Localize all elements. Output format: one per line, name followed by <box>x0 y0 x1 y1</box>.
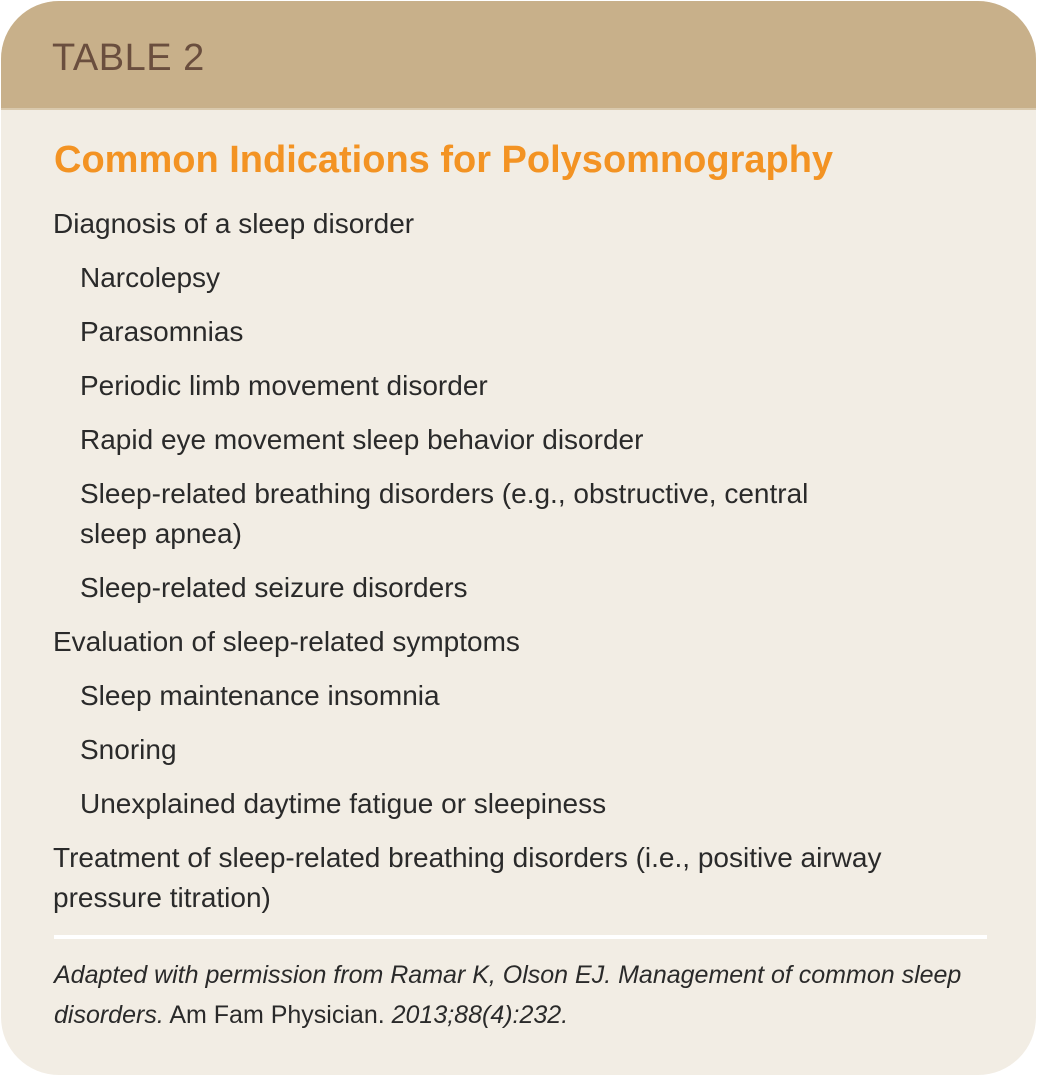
footnote-reference: 2013;88(4):232. <box>391 1001 569 1029</box>
list-subitem: Unexplained daytime fatigue or sleepiness <box>80 788 607 819</box>
table-header-band <box>1 1 1036 110</box>
divider <box>54 935 987 939</box>
table-title: Common Indications for Polysomnography <box>54 139 834 181</box>
list-subitem: Rapid eye movement sleep behavior disorder <box>80 424 644 455</box>
list-subitem: Sleep-related seizure disorders <box>80 572 468 603</box>
table-card <box>1 1 1036 1075</box>
footnote-journal: Am Fam Physician. <box>163 1001 392 1029</box>
list-subitem: Sleep-related breathing disorders (e.g., obstructive, central sleep apnea) <box>80 478 809 549</box>
footnote-citation: Adapted with permission from Ramar K, Olson EJ. Management of common sleep disorders. <box>54 961 962 1029</box>
source-footnote <box>54 955 994 1035</box>
list-subitem: Parasomnias <box>80 316 244 347</box>
table-label: TABLE 2 <box>52 37 205 79</box>
indications-list <box>53 204 993 932</box>
list-subitem: Periodic limb movement disorder <box>80 370 488 401</box>
list-subitem: Sleep maintenance insomnia <box>80 680 440 711</box>
list-subitem: Narcolepsy <box>80 262 221 293</box>
list-item: Treatment of sleep-related breathing disorders (i.e., positive airway pressure titration) <box>53 842 882 913</box>
list-subitem: Snoring <box>80 734 177 765</box>
list-item: Diagnosis of a sleep disorder <box>53 208 415 239</box>
list-item: Evaluation of sleep-related symptoms <box>53 626 520 657</box>
